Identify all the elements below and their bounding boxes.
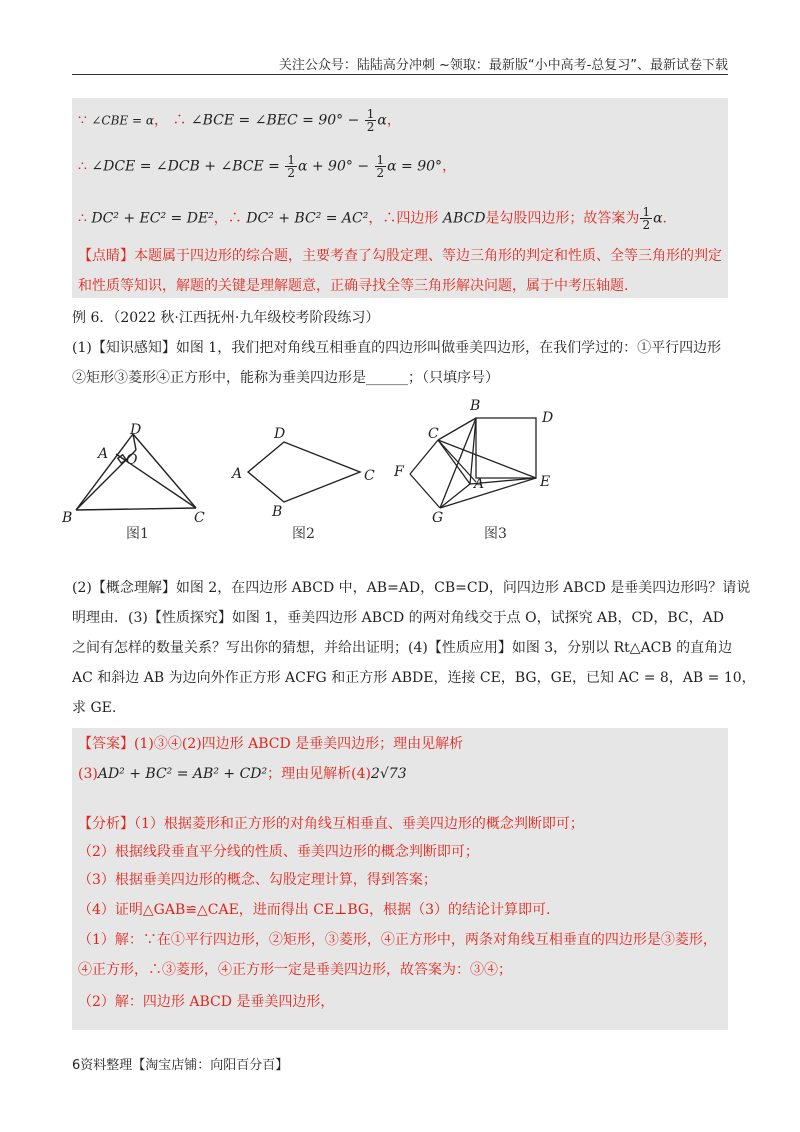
- answer-3-equation: AD² + BC² = AB² + CD²: [97, 766, 268, 782]
- fig3-label-g: G: [432, 510, 444, 526]
- therefore-symbol-2: ∴: [172, 112, 187, 129]
- comment-line-2: 和性质等知识，解题的关键是理解题意，正确寻找全等三角形解决问题，属于中考压轴题.: [78, 278, 629, 294]
- answer-4-value: 2√73: [370, 766, 407, 782]
- fig3-square-abde-part: [476, 418, 536, 478]
- header-rule: [72, 74, 728, 75]
- punct: ，: [442, 158, 457, 175]
- fraction-half: $\frac{1}{2}$: [642, 205, 651, 232]
- figure-2: [248, 442, 360, 502]
- fig3-edge-fg: [410, 474, 440, 508]
- fraction-half: $\frac{1}{2}$: [287, 153, 295, 180]
- fig3-edge-bc: [438, 418, 476, 440]
- analysis-line-1: 【分析】（1）根据菱形和正方形的对角线互相垂直、垂美四边形的概念判断即可；: [78, 816, 584, 832]
- fig1-caption: 图1: [126, 526, 149, 542]
- fig2-caption: 图2: [292, 526, 315, 542]
- angle-bce-expr: ∠BCE = ∠BEC = 90° −: [190, 112, 360, 129]
- question-2-line-e: 求 GE.: [72, 700, 117, 716]
- fig1-edge-bc: [76, 508, 196, 510]
- fig1-label-o: O: [126, 452, 138, 468]
- page-header: 关注公众号：陆陆高分冲刺 ~领取：最新版“小中高考-总复习”、最新试卷下载: [278, 58, 728, 73]
- figure-1: [76, 434, 196, 510]
- question-1-line-a: (1)【知识感知】如图 1，我们把对角线互相垂直的四边形叫做垂美四边形，在我们学过的：①平行四边形: [72, 340, 722, 356]
- fig2-label-d: D: [274, 426, 286, 442]
- answer-line-2: [78, 764, 407, 784]
- fig2-label-a: A: [232, 466, 243, 482]
- fig2-quadrilateral: [248, 442, 360, 502]
- comment-line-1: 【点睛】本题属于四边形的综合题，主要考查了勾股定理、等边三角形的判定和性质、全等三角形的判定: [78, 248, 722, 264]
- conclusion-text: 是勾股四边形；故答案为: [485, 210, 640, 227]
- answer-line-1: 【答案】(1)③④(2)四边形 ABCD 是垂美四边形；理由见解析: [78, 736, 464, 752]
- question-2-line-b: 明理由．(3)【性质探究】如图 1，垂美四边形 ABCD 的两对角线交于点 O，试探究 AB，CD，BC，AD: [72, 610, 724, 626]
- analysis-line-2: （2）根据线段垂直平分线的性质、垂美四边形的概念判断即可；: [78, 844, 479, 860]
- fig3-label-c: C: [428, 426, 439, 442]
- solution-line-1: [78, 108, 401, 133]
- solution-line-3: [78, 206, 667, 231]
- figures-panel: [60, 392, 580, 552]
- question-2-line-a: (2)【概念理解】如图 2，在四边形 ABCD 中，AB=AD，CB=CD，问四边形 ABCD 是垂美四边形吗？请说: [72, 580, 751, 596]
- fig3-edge-cf: [410, 440, 438, 474]
- example-title: 例 6．（2022 秋·江西抚州·九年级校考阶段练习）: [72, 310, 380, 326]
- analysis-line-4: （4）证明△GAB≌△CAE，进而得出 CE⊥BG，根据（3）的结论计算即可.: [78, 902, 551, 918]
- question-2-line-d: AC 和斜边 AB 为边向外作正方形 ACFG 和正方形 ABDE，连接 CE，BG，GE，已知 AC = 8，AB = 10，: [72, 670, 756, 686]
- fig3-edge-inner: [438, 440, 476, 482]
- question-1-line-b: ②矩形③菱形④正方形中，能称为垂美四边形是______；（只填序号）: [72, 370, 499, 386]
- fig2-label-b: B: [272, 504, 283, 520]
- quad-name: ABCD: [442, 210, 486, 227]
- fig2-label-c: C: [364, 468, 375, 484]
- question-2-line-c: 之间有怎样的数量关系？写出你的猜想，并给出证明；(4)【性质应用】如图 3，分别以 Rt△ACB 的直角边: [72, 640, 733, 656]
- connector: ，∴: [213, 210, 242, 227]
- pythag-eq-1: DC² + EC² = DE²: [91, 210, 214, 227]
- fig3-label-d: D: [542, 410, 554, 426]
- therefore-symbol: ∴: [78, 210, 87, 227]
- therefore-symbol: ∴: [78, 158, 87, 175]
- fig3-edge-ba: [470, 418, 476, 484]
- fig3-label-b: B: [470, 398, 481, 414]
- separator: ，: [153, 112, 168, 129]
- analysis-line-3: （3）根据垂美四边形的概念、勾股定理计算，得到答案；: [78, 872, 437, 888]
- fig3-caption: 图3: [484, 526, 507, 542]
- therefore-symbol: ∵: [78, 112, 87, 129]
- fig1-label-c: C: [194, 510, 205, 526]
- connector: ，∴四边形: [368, 210, 439, 227]
- pythag-eq-2: DC² + BC² = AC²: [246, 210, 369, 227]
- fig3-label-a: A: [474, 476, 485, 492]
- fig3-label-e: E: [540, 474, 551, 490]
- expr-middle: α + 90° −: [297, 158, 370, 175]
- fig1-label-d: D: [130, 422, 142, 438]
- page-footer: 6资料整理【淘宝店铺：向阳百分百】: [72, 1058, 289, 1073]
- solution-step-1: （1）解：∵在①平行四边形，②矩形，③菱形，④正方形中，两条对角线互相垂直的四边形是③菱形，: [78, 932, 717, 948]
- angle-dce-expr: ∠DCE = ∠DCB + ∠BCE =: [91, 158, 280, 175]
- solution-line-2: [78, 154, 456, 179]
- answer-part-label: (3): [78, 766, 98, 782]
- fig3-edge-ce: [438, 440, 536, 478]
- punct: ，: [386, 112, 401, 129]
- alpha: α: [653, 210, 663, 227]
- fraction-half: $\frac{1}{2}$: [366, 107, 375, 134]
- solution-step-3: （2）解：四边形 ABCD 是垂美四边形，: [78, 994, 335, 1010]
- fig1-edge-dc: [133, 434, 196, 508]
- answer-mid-text: ；理由见解析(4): [267, 766, 371, 782]
- expr-end: α = 90°: [387, 158, 443, 175]
- alpha: α: [377, 112, 387, 129]
- fig1-label-b: B: [62, 510, 73, 526]
- fraction-half: $\frac{1}{2}$: [376, 153, 385, 180]
- punct: .: [662, 210, 667, 227]
- angle-cbe-expr: ∠CBE = α: [91, 113, 154, 128]
- fig1-label-a: A: [98, 446, 109, 462]
- fig3-label-f: F: [394, 464, 404, 480]
- solution-step-2: ④正方形，∴③菱形，④正方形一定是垂美四边形，故答案为：③④；: [78, 962, 512, 978]
